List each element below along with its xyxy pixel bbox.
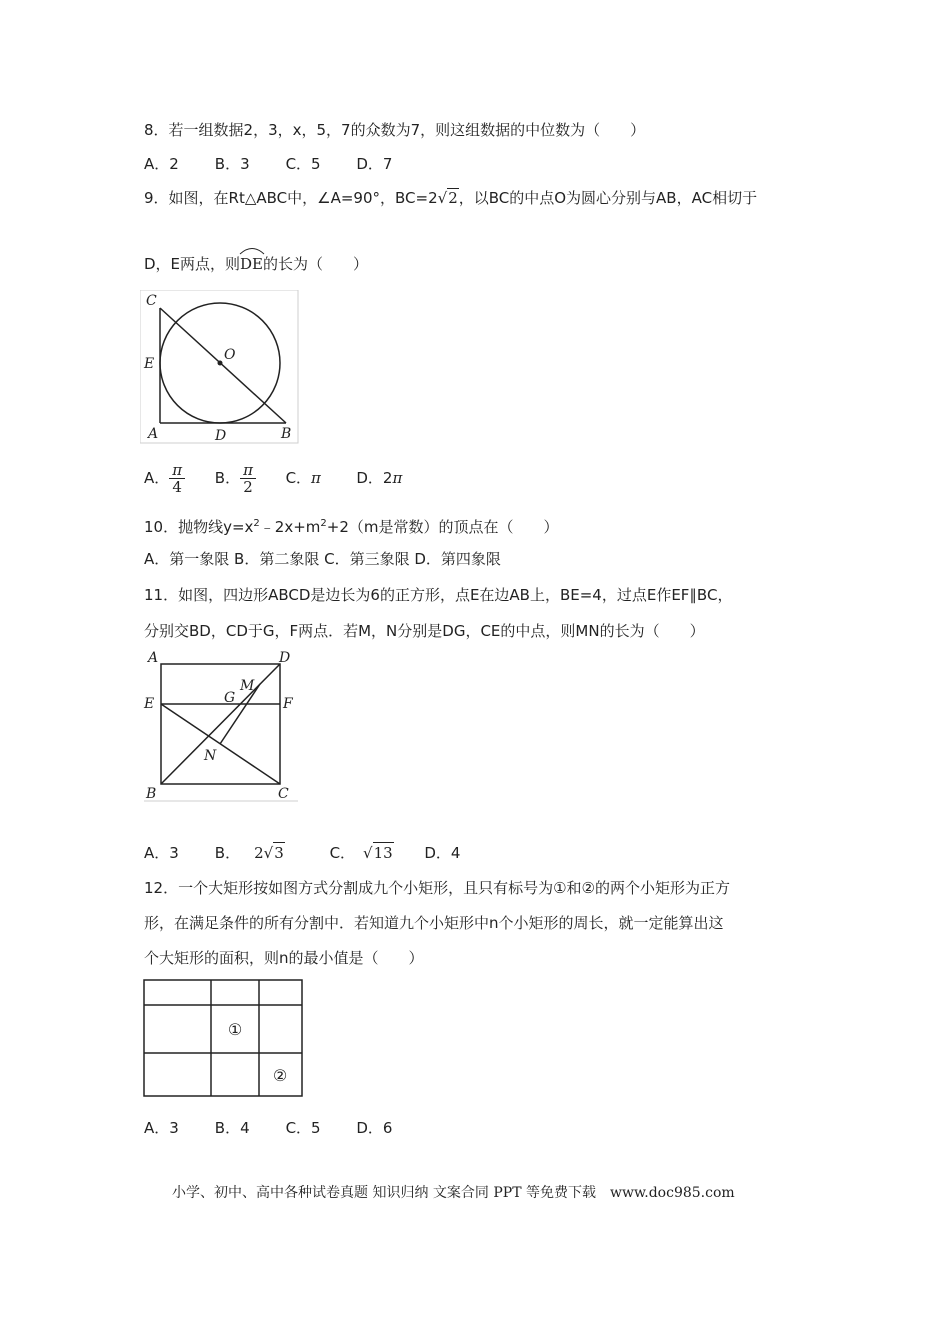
q10-options: A．第一象限 B．第二象限 C．第三象限 D．第四象限 <box>144 550 501 568</box>
q11-option-c-rad: 13 <box>373 844 393 862</box>
q9-option-a-num: π <box>169 462 185 479</box>
q9-option-d <box>356 460 402 496</box>
q9-stem-line-1 <box>144 188 757 208</box>
q9-sqrt: √2 <box>437 189 458 207</box>
q8-option-d: D．7 <box>356 155 393 173</box>
q11-option-b <box>215 842 325 863</box>
q11-option-c-sqrt: √13 <box>363 844 393 862</box>
q9-option-d-value: π <box>392 469 403 487</box>
q9-option-a <box>144 460 210 496</box>
q9-option-b-fraction <box>240 462 256 495</box>
q9-stem-line-2 <box>144 254 368 274</box>
q11-option-b-coef: 2 <box>254 844 264 862</box>
q9-option-b-num: π <box>240 462 256 479</box>
q12-options <box>144 1118 392 1138</box>
q9-label-a: A <box>148 426 159 442</box>
q10-stem <box>144 514 559 537</box>
q11-options <box>144 842 460 863</box>
q11-option-c-letter: C． <box>329 844 356 862</box>
q9-stem-text: 9．如图，在Rt△ABC中，∠A=90°，BC=2 <box>144 189 438 207</box>
q9-stem-head: D，E两点，则 <box>144 255 241 273</box>
page-footer: 小学、初中、高中各种试卷真题 知识归纳 文案合同 PPT 等免费下载 www.doc985.com <box>172 1185 735 1201</box>
q11-label-d: D <box>279 650 291 666</box>
q12-stem-line-3: 个大矩形的面积，则n的最小值是（ ） <box>144 949 424 967</box>
q9-stem-tail-2: 的长为（ ） <box>263 255 369 273</box>
arc-mark-icon <box>239 245 265 255</box>
q9-label-d: D <box>215 428 227 444</box>
q11-figure <box>140 648 302 804</box>
q11-stem-line-2: 分别交BD，CD于G，F两点．若M，N分别是DG，CE的中点，则MN的长为（ ） <box>144 622 705 640</box>
q9-label-e: E <box>144 356 155 372</box>
q9-center-dot <box>218 361 223 366</box>
q12-option-d: D．6 <box>356 1119 393 1137</box>
q12-figure <box>140 976 306 1100</box>
q11-diagonal-bd <box>161 664 280 784</box>
q8-stem: 8．若一组数据2，3，x，5，7的众数为7，则这组数据的中位数为（ ） <box>144 121 646 139</box>
q9-option-a-letter: A． <box>144 469 170 487</box>
q11-label-a: A <box>148 650 159 666</box>
q11-label-b: B <box>146 786 157 802</box>
q12-square-1-label: ① <box>227 1020 243 1039</box>
q9-options <box>144 460 402 496</box>
q9-option-d-letter: D．2 <box>356 469 393 487</box>
q11-option-b-sqrt: √3 <box>263 844 284 862</box>
q11-option-b-letter: B． <box>214 844 241 862</box>
q9-arc-de <box>240 254 263 274</box>
q9-option-b-letter: B． <box>214 469 241 487</box>
q11-label-g: G <box>224 690 236 706</box>
q11-label-f: F <box>283 696 293 712</box>
q9-option-c <box>286 460 352 496</box>
q9-label-o: O <box>224 347 236 363</box>
q11-label-e: E <box>144 696 155 712</box>
q12-square-2-label: ② <box>272 1066 288 1085</box>
q9-figure <box>140 290 300 445</box>
q10-sup-2: 2 <box>320 518 327 529</box>
q10-stem-head: 10．抛物线y=x <box>144 518 254 536</box>
q11-option-d: D．4 <box>424 844 461 862</box>
q9-option-c-letter: C． <box>285 469 312 487</box>
q9-option-b <box>215 460 281 496</box>
q12-option-a: A．3 <box>144 1119 179 1137</box>
q11-option-b-rad: 3 <box>274 844 284 862</box>
q12-option-b: B．4 <box>214 1119 250 1137</box>
q11-label-n: N <box>204 748 217 764</box>
q10-stem-mid: ﹣2x+m <box>259 518 321 536</box>
q10-sup-1: 2 <box>253 518 260 529</box>
q9-label-c: C <box>146 293 157 309</box>
q8-option-b: B．3 <box>214 155 250 173</box>
q11-option-c <box>330 842 420 863</box>
q8-option-c: C．5 <box>285 155 321 173</box>
q9-option-c-value: π <box>311 469 321 487</box>
q12-stem-line-1: 12．一个大矩形按如图方式分割成九个小矩形，且只有标号为①和②的两个小矩形为正方 <box>144 879 730 897</box>
q8-option-a: A．2 <box>144 155 179 173</box>
q12-option-c: C．5 <box>285 1119 321 1137</box>
q12-stem-line-2: 形，在满足条件的所有分割中．若知道九个小矩形中n个小矩形的周长，就一定能算出这 <box>144 914 724 932</box>
q9-option-b-den: 2 <box>243 478 253 496</box>
q9-stem-tail: ，以BC的中点O为圆心分别与AB，AC相切于 <box>458 189 758 207</box>
q9-arc-label: DE <box>240 255 264 273</box>
q9-option-a-den: 4 <box>172 478 182 496</box>
q11-option-a: A．3 <box>144 844 179 862</box>
q10-stem-tail: +2（m是常数）的顶点在（ ） <box>326 518 559 536</box>
q11-label-m: M <box>240 678 255 694</box>
q9-label-b: B <box>281 426 292 442</box>
q11-label-c: C <box>278 786 289 802</box>
q9-option-a-fraction <box>169 462 185 495</box>
q8-options <box>144 154 392 174</box>
q11-stem-line-1: 11．如图，四边形ABCD是边长为6的正方形，点E在边AB上，BE=4，过点E作EF∥BC， <box>144 586 733 604</box>
q9-sqrt-arg: 2 <box>448 189 458 207</box>
